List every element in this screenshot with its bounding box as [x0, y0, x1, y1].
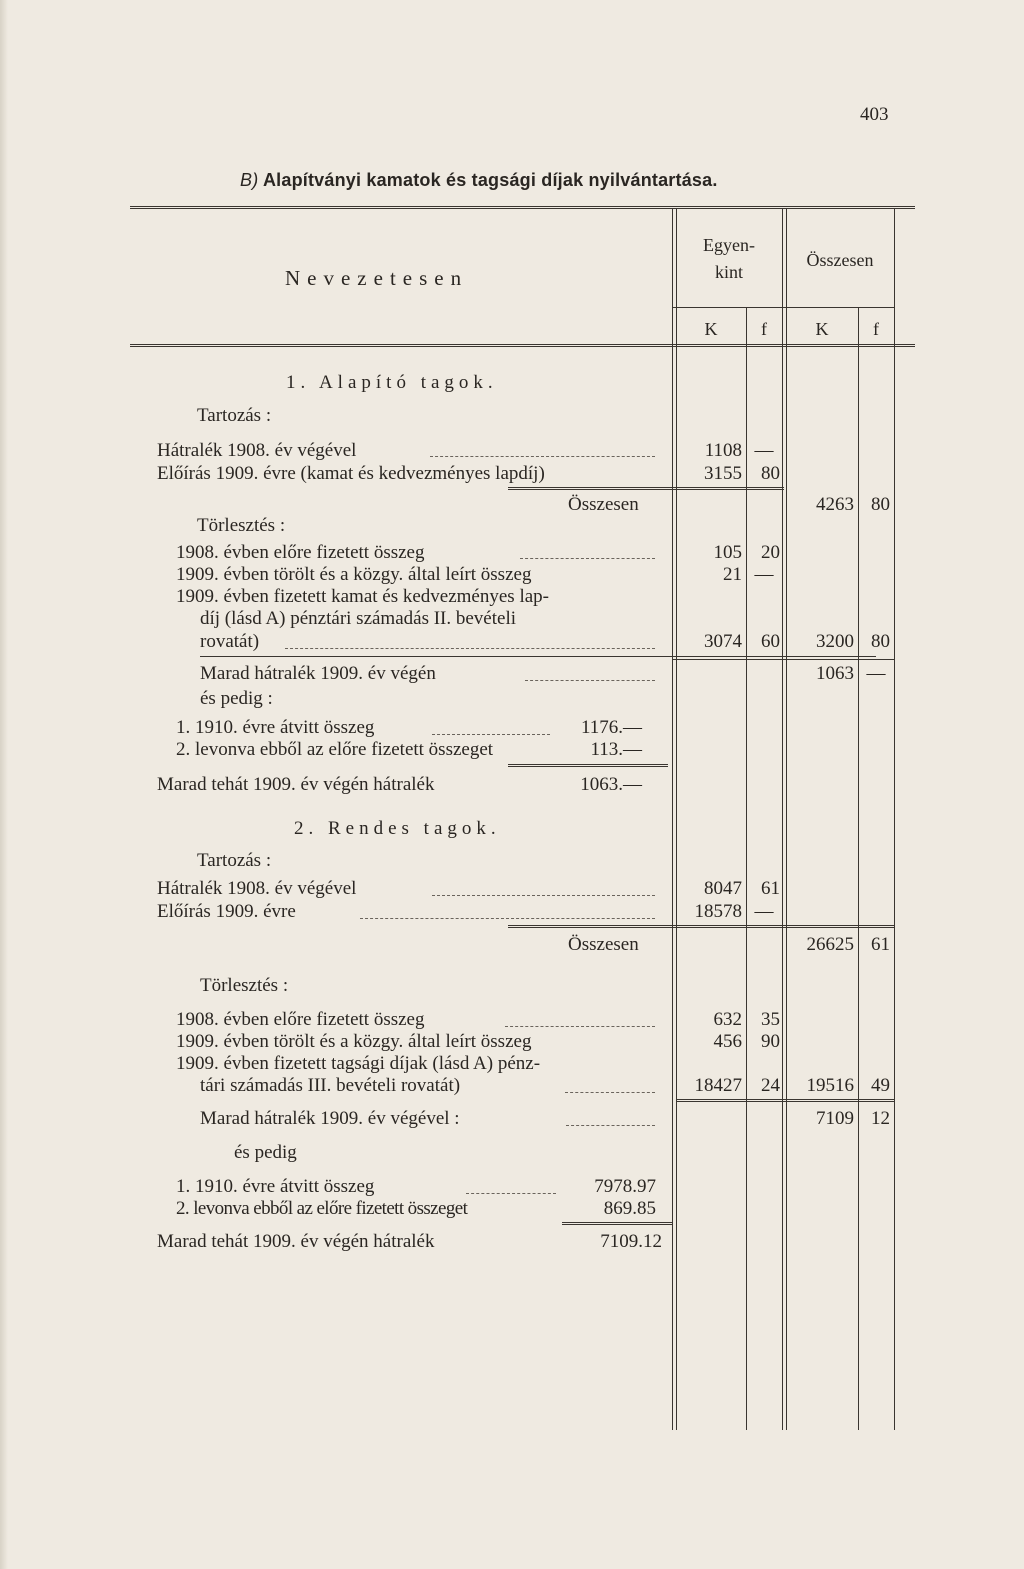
col-line-1 [672, 208, 673, 1430]
s2-t3-label2: tári számadás III. bevételi rovatát) [200, 1075, 461, 1096]
s1-t3-label2: díj (lásd A) pénztári számadás II. bevételi [200, 608, 517, 629]
s1-total-rule-2 [672, 659, 894, 660]
s2-row1-k: 8047 [704, 878, 742, 899]
leader-dots [566, 1125, 655, 1126]
s1-row1-label: Hátralék 1908. év végével [157, 440, 357, 461]
s1-sum-rule [508, 487, 784, 490]
s1-marad-f: — [866, 663, 886, 684]
leader-dots [525, 680, 655, 681]
s1-p1: 1. 1910. évre átvitt összeg [176, 717, 375, 738]
s1-p2-val: 113.— [590, 739, 642, 760]
s1-t3-k: 3074 [704, 631, 742, 652]
s1-row1-k: 1108 [704, 440, 742, 461]
top-rule [130, 206, 915, 209]
s1-t-total-k: 3200 [816, 631, 854, 652]
s1-osszesen-f: 80 [871, 494, 890, 515]
s2-t2-k: 456 [713, 1031, 742, 1052]
leader-dots [466, 1193, 556, 1194]
col-line-3b [786, 208, 787, 1430]
s1-t2-f: — [754, 564, 774, 585]
header-divider [672, 307, 894, 308]
s1-osszesen-label: Összesen [568, 494, 639, 515]
s2-row1-label: Hátralék 1908. év végével [157, 878, 357, 899]
s2-osszesen-f: 61 [871, 934, 890, 955]
s2-osszesen-k: 26625 [806, 934, 854, 955]
s2-marad-tehat: Marad tehát 1909. év végén hátralék [157, 1231, 435, 1252]
s1-t1-label: 1908. évben előre fizetett összeg [176, 542, 425, 563]
s2-sum-rule [508, 925, 894, 928]
s1-marad-k: 1063 [816, 663, 854, 684]
s2-total-rule [676, 1099, 894, 1102]
s1-row2-label: Előírás 1909. évre (kamat és kedvezményes lapdíj) [157, 463, 545, 484]
leader-dots [430, 456, 655, 457]
s1-osszesen-k: 4263 [816, 494, 854, 515]
section1-heading: 1. Alapító tagok. [286, 372, 498, 393]
s1-t2-label: 1909. évben törölt és a közgy. által leírt összeg [176, 564, 532, 585]
s2-t1-k: 632 [713, 1009, 742, 1030]
s1-p1-val: 1176.— [580, 717, 642, 738]
s1-p2: 2. levonva ebből az előre fizetett összeget [176, 739, 494, 760]
s2-t-total-f: 49 [871, 1075, 890, 1096]
col-line-4 [858, 308, 859, 1430]
s2-marad-f: 12 [871, 1108, 890, 1129]
s2-row2-k: 18578 [694, 901, 742, 922]
col-line-1b [676, 208, 677, 1430]
page-title [240, 170, 718, 191]
s2-osszesen-label: Összesen [568, 934, 639, 955]
section1-tartozas: Tartozás : [197, 405, 272, 426]
s1-es-pedig: és pedig : [200, 688, 273, 709]
header-egyenkint-1: Egyen- [703, 235, 755, 255]
s1-t3-f: 60 [761, 631, 780, 652]
leader-dots [432, 895, 655, 896]
s1-t1-k: 105 [713, 542, 742, 563]
s2-t-total-k: 19516 [806, 1075, 854, 1096]
header-osszesen: Összesen [806, 250, 874, 270]
s1-marad: Marad hátralék 1909. év végén [200, 663, 436, 684]
s2-row1-f: 61 [761, 878, 780, 899]
s1-t3-label3: rovatát) [200, 631, 260, 652]
page-edge-shadow [0, 0, 8, 1569]
header-k2: K [815, 319, 829, 339]
leader-dots [360, 918, 655, 919]
s2-t1-f: 35 [761, 1009, 780, 1030]
header-egyenkint-2: kint [714, 262, 743, 282]
section2-heading: 2. Rendes tagok. [294, 818, 501, 839]
s2-t2-label: 1909. évben törölt és a közgy. által leírt összeg [176, 1031, 532, 1052]
s1-t3-label1: 1909. évben fizetett kamat és kedvezményes lap- [176, 586, 549, 607]
header-bottom-rule [130, 344, 915, 347]
s1-t2-k: 21 [723, 564, 742, 585]
leader-dots [285, 648, 655, 649]
s2-torlesztes: Törlesztés : [200, 975, 289, 996]
s2-t3-k: 18427 [694, 1075, 742, 1096]
s1-marad-tehat: Marad tehát 1909. év végén hátralék [157, 774, 435, 795]
s2-p1-val: 7978.97 [594, 1176, 656, 1197]
s2-es-pedig: és pedig [234, 1142, 297, 1163]
s2-p1: 1. 1910. évre átvitt összeg [176, 1176, 375, 1197]
s2-p-rule [562, 1222, 672, 1225]
title-prefix: B) [240, 170, 259, 190]
s1-total-rule [200, 656, 876, 657]
s1-torlesztes: Törlesztés : [197, 515, 286, 536]
col-line-3 [782, 208, 783, 1430]
s2-row2-f: — [754, 901, 774, 922]
s2-marad-k: 7109 [816, 1108, 854, 1129]
s1-t1-f: 20 [761, 542, 780, 563]
s2-marad: Marad hátralék 1909. év végével : [200, 1108, 460, 1129]
s2-marad-tehat-val: 7109.12 [600, 1231, 662, 1252]
s1-t-total-f: 80 [871, 631, 890, 652]
s1-marad-tehat-val: 1063.— [580, 774, 642, 795]
leader-dots [520, 558, 655, 559]
header-nevezetesen: Nevezetesen [285, 266, 469, 290]
header-f1: f [761, 319, 767, 339]
header-f2: f [873, 319, 879, 339]
leader-dots [432, 734, 550, 735]
s2-t3-f: 24 [761, 1075, 780, 1096]
s2-t3-label1: 1909. évben fizetett tagsági díjak (lásd A) pénz- [176, 1053, 541, 1074]
s2-t1-label: 1908. évben előre fizetett összeg [176, 1009, 425, 1030]
s2-p2-val: 869.85 [603, 1198, 656, 1219]
s1-row2-k: 3155 [704, 463, 742, 484]
col-line-5 [894, 208, 895, 1430]
s1-row2-f: 80 [761, 463, 780, 484]
s2-row2-label: Előírás 1909. évre [157, 901, 296, 922]
s2-p2: 2. levonva ebből az előre fizetett összeget [176, 1198, 468, 1219]
s2-t2-f: 90 [761, 1031, 780, 1052]
leader-dots [565, 1092, 655, 1093]
s1-p-rule [508, 764, 668, 767]
title-text: Alapítványi kamatok és tagsági díjak nyilvántartása. [262, 170, 718, 190]
s1-row1-f: — [754, 440, 774, 461]
section2-tartozas: Tartozás : [197, 850, 272, 871]
leader-dots [505, 1026, 655, 1027]
page-number: 403 [860, 104, 889, 125]
header-k1: K [704, 319, 718, 339]
